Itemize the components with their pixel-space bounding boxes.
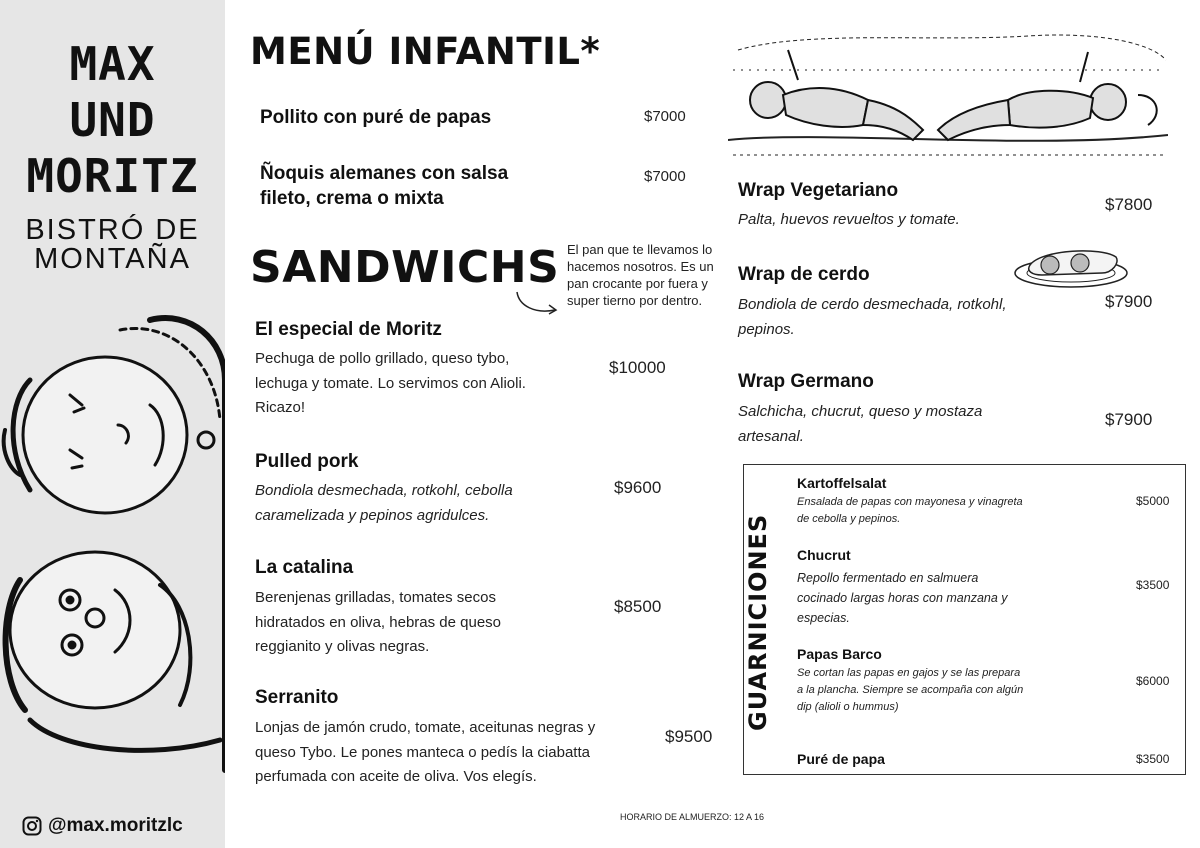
brand-line-1: MAX [69, 37, 156, 91]
wrap-1-desc-line: Palta, huevos revueltos y tomate. [738, 211, 960, 228]
instagram-icon [22, 816, 42, 836]
sandwich-3-price: $8500 [614, 597, 662, 616]
sidebar [0, 0, 225, 848]
brand-logo [0, 36, 225, 204]
wrap-2-price: $7900 [1105, 292, 1153, 311]
infantil-item-2-title-line-1: Ñoquis alemanes con salsa [260, 163, 509, 184]
sandwich-3-desc-line: Berenjenas grilladas, tomates secos [255, 589, 496, 606]
wrap-2-desc [738, 293, 1007, 342]
guarnicion-2-desc-line: especias. [797, 611, 850, 625]
sandwich-2-desc-line: caramelizada y pepinos agridulces. [255, 506, 490, 524]
sandwich-4-desc-line: Lonjas de jamón crudo, tomate, aceitunas negras y [255, 719, 596, 736]
sandwich-3-title: La catalina [255, 557, 354, 578]
sandwich-1-desc [255, 347, 526, 421]
wrap-plate-icon [1012, 243, 1130, 289]
wrap-1-title: Wrap Vegetariano [738, 180, 899, 201]
guarnicion-2-desc-line: Repollo fermentado en salmuera [797, 571, 979, 585]
brand-subtitle-line-1: BISTRÓ DE [25, 214, 200, 246]
sandwich-4-price: $9500 [665, 727, 713, 746]
guarnicion-2-desc-line: cocinado largas horas con manzana y [797, 591, 1008, 605]
wrap-1-desc [738, 208, 960, 233]
guarnicion-2-desc [797, 568, 1008, 628]
guarnicion-3-desc [797, 665, 1023, 716]
sandwich-2-desc-line: Bondiola desmechada, rotkohl, cebolla [255, 482, 513, 499]
wrap-3-price: $7900 [1105, 410, 1153, 429]
guarniciones-heading: GUARNICIONES [744, 513, 772, 731]
sandwich-1-desc-line: Ricazo! [255, 399, 306, 416]
wrap-3-title: Wrap Germano [738, 371, 874, 392]
sandwich-1-desc-line: Pechuga de pollo grillado, queso tybo, [255, 350, 510, 367]
sandwich-4-title: Serranito [255, 687, 339, 708]
guarnicion-4-title: Puré de papa [797, 751, 885, 767]
bread-note: El pan que te llevamos lo hacemos nosotros. Es un pan crocante por fuera y super tierno por dentro. [567, 242, 714, 308]
instagram-handle[interactable] [22, 815, 183, 837]
sandwich-4-desc-line: perfumada con aceite de oliva. Vos elegís. [255, 768, 537, 785]
guarnicion-3-desc-line: Se cortan las papas en gajos y se las prepara [797, 667, 1021, 679]
guarnicion-1-desc-line: de cebolla y pepinos. [797, 513, 901, 525]
menu-infantil-heading: MENÚ INFANTIL* [250, 30, 601, 73]
sandwich-2-desc [255, 479, 513, 528]
sandwich-1-price: $10000 [609, 358, 666, 377]
sandwich-2-title: Pulled pork [255, 451, 359, 472]
wrap-3-desc-line: Salchicha, chucrut, queso y mostaza [738, 403, 983, 420]
wrap-3-desc [738, 400, 982, 449]
guarnicion-1-title: Kartoffelsalat [797, 475, 887, 491]
sandwich-1-desc-line: lechuga y tomate. Lo servimos con Alioli. [255, 374, 526, 392]
infantil-item-2-title-line-2: fileto, crema o mixta [260, 188, 444, 209]
brand-subtitle-line-2: MONTAÑA [34, 243, 191, 275]
guarnicion-3-desc-line: dip (alioli o hummus) [797, 701, 899, 713]
infantil-item-1-title: Pollito con puré de papas [260, 107, 492, 128]
lunch-hours: HORARIO DE ALMUERZO: 12 A 16 [620, 812, 765, 822]
wrap-2-desc-line: pepinos. [738, 320, 795, 338]
guarnicion-3-desc-line: a la plancha. Siempre se acompaña con algún [797, 684, 1024, 696]
guarnicion-3-price: $6000 [1136, 674, 1170, 688]
guarnicion-1-desc [797, 494, 1023, 528]
sandwich-4-desc [255, 716, 595, 790]
sandwich-2-price: $9600 [614, 478, 662, 497]
guarnicion-1-price: $5000 [1136, 494, 1170, 508]
guarnicion-2-price: $3500 [1136, 578, 1170, 592]
infantil-item-2-price: $7000 [644, 168, 686, 185]
wrap-1-price: $7800 [1105, 195, 1153, 214]
wrap-3-desc-line: artesanal. [738, 427, 804, 445]
guarnicion-2-title: Chucrut [797, 547, 851, 563]
guarnicion-1-desc-line: Ensalada de papas con mayonesa y vinagreta [797, 496, 1023, 508]
sandwich-1-title: El especial de Moritz [255, 319, 442, 340]
infantil-item-1-price: $7000 [644, 108, 686, 125]
boys-lying-illustration [728, 30, 1168, 162]
sandwichs-heading: SANDWICHS [250, 242, 560, 293]
infantil-item-2-title [260, 161, 508, 211]
wrap-2-desc-line: Bondiola de cerdo desmechada, rotkohl, [738, 296, 1007, 313]
wrap-2-title: Wrap de cerdo [738, 264, 870, 285]
guarnicion-4-price: $3500 [1136, 752, 1170, 766]
sandwich-3-desc-line: reggianito y olivas negras. [255, 638, 430, 655]
brand-subtitle [0, 216, 225, 274]
brand-line-2: UND [69, 93, 156, 147]
sandwich-3-desc [255, 586, 501, 660]
sandwich-3-desc-line: hidratados en oliva, hebras de queso [255, 613, 502, 631]
kids-illustration [0, 300, 225, 780]
instagram-text: @max.moritzlc [48, 815, 183, 836]
brand-line-3: MORITZ [26, 149, 199, 203]
sandwich-4-desc-line: queso Tybo. Le pones manteca o pedís la ciabatta [255, 743, 590, 761]
guarnicion-3-title: Papas Barco [797, 646, 882, 662]
curved-arrow-icon [513, 288, 561, 318]
